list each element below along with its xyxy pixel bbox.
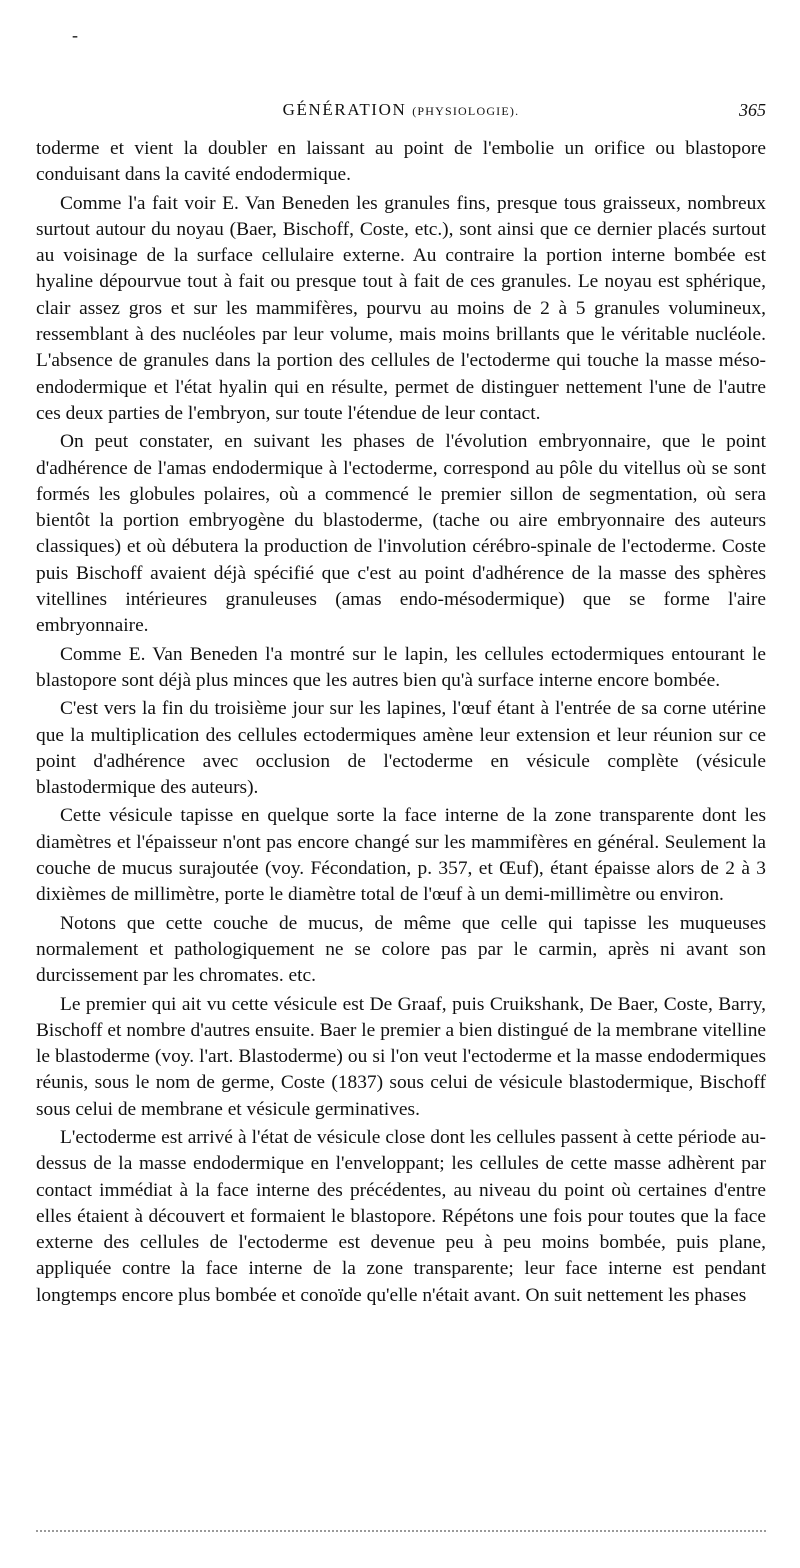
running-head-title: GÉNÉRATION: [282, 100, 407, 119]
paragraph-7: Notons que cette couche de mucus, de même que celle qui tapisse les muqueuses normalement et pathologiquement ne se colore pas par le carmin, après ni avant son durcissement par les chromates. etc.: [36, 912, 766, 987]
paragraph-4: Comme E. Van Beneden l'a montré sur le lapin, les cellules ectodermiques entourant le blastopore sont déjà plus minces que les autres bien qu'à surface interne encore bombée.: [36, 643, 766, 691]
paragraph-2: Comme l'a fait voir E. Van Beneden les granules fins, presque tous graisseux, nombreux surtout autour du noyau (Baer, Bischoff, Coste, etc.), sont ainsi que ce dernier placés surtout au voisinage de la surface cellulaire externe. Au contraire la portion interne bombée est hyaline dépourvue tout à fait ou presque tout à fait de ces granules. Le noyau est sphérique, clair assez gros et sur les mammifères, pourvu au moins de 2 à 5 granules volumineux, ressemblant à des nucléoles par leur volume, mais moins brillants que le véritable nucléole. L'absence de granules dans la portion des cellules de l'ectoderme qui touche la masse méso-endodermique et l'état hyalin qui en résulte, permet de distinguer nettement l'une de l'autre ces deux parties de l'embryon, sur toute l'étendue de leur contact.: [36, 192, 766, 424]
page-mark: -: [72, 25, 78, 45]
paragraph-5: C'est vers la fin du troisième jour sur les lapines, l'œuf étant à l'entrée de sa corne utérine que la multiplication des cellules ectodermiques amène leur extension et leur réunion sur ce point d'adhérence avec occlusion de l'ectoderme en vésicule complète (vésicule blastodermique des auteurs).: [36, 698, 766, 799]
paragraph-6: Cette vésicule tapisse en quelque sorte la face interne de la zone transparente dont les diamètres et l'épaisseur n'ont pas encore changé sur les mammifères en général. Seulement la couche de mucus surajoutée (voy. Fécondation, p. 357, et Œuf), étant épaisse alors de 2 à 3 dixièmes de millimètre, porte le diamètre total de l'œuf à un demi-millimètre ou environ.: [36, 805, 766, 906]
paragraph-3: On peut constater, en suivant les phases de l'évolution embryonnaire, que le point d'adhérence de l'amas endodermique à l'ectoderme, correspond au pôle du vitellus où se sont formés les globules polaires, où a commencé le premier sillon de segmentation, où sera bientôt la portion embryogène du blastoderme, (tache ou aire embryonnaire des auteurs classiques) et où débutera la production de l'involution cérébro-spinale de l'ectoderme. Coste puis Bischoff avaient déjà spécifié que c'est au point d'adhérence de la masse des sphères vitellines intérieures granuleuses (amas endo-mésodermique) que se forme l'aire embryonnaire.: [36, 431, 766, 637]
running-head-subtitle: (PHYSIOLOGIE).: [412, 104, 520, 118]
footer-dotted-rule: [36, 1530, 766, 1532]
running-head: [36, 100, 766, 120]
paragraph-9: L'ectoderme est arrivé à l'état de vésicule close dont les cellules passent à cette période au-dessus de la masse endodermique en l'enveloppant; les cellules de cette masse adhèrent par contact immédiat à la face interne des précédentes, au niveau du point où certaines d'entre elles étaient à découvert et formaient le blastopore. Répétons une fois pour toutes que la face externe des cellules de l'ectoderme est devenue peu à peu moins bombée, puis plane, appliquée contre la face interne de la zone transparente; leur face interne est pendant longtemps encore plus bombée et conoïde qu'elle n'était avant. On suit nettement les phases: [36, 1126, 766, 1306]
paragraph-1: toderme et vient la doubler en laissant au point de l'embolie un orifice ou blastopore conduisant dans la cavité endodermique.: [36, 138, 766, 186]
body-text: [36, 136, 766, 1311]
paragraph-8: Le premier qui ait vu cette vésicule est De Graaf, puis Cruikshank, De Baer, Coste, Barry, Bischoff et nombre d'autres ensuite. Baer le premier a bien distingué de la membrane vitelline le blastoderme (voy. l'art. Blastoderme) ou si l'on veut l'ectoderme et la masse endodermiques réunis, sous le nom de germe, Coste (1837) sous celui de vésicule blastodermique, Bischoff sous celui de membrane et vésicule germinatives.: [36, 993, 766, 1120]
page-number: 365: [739, 100, 766, 120]
page-header: [36, 100, 766, 126]
